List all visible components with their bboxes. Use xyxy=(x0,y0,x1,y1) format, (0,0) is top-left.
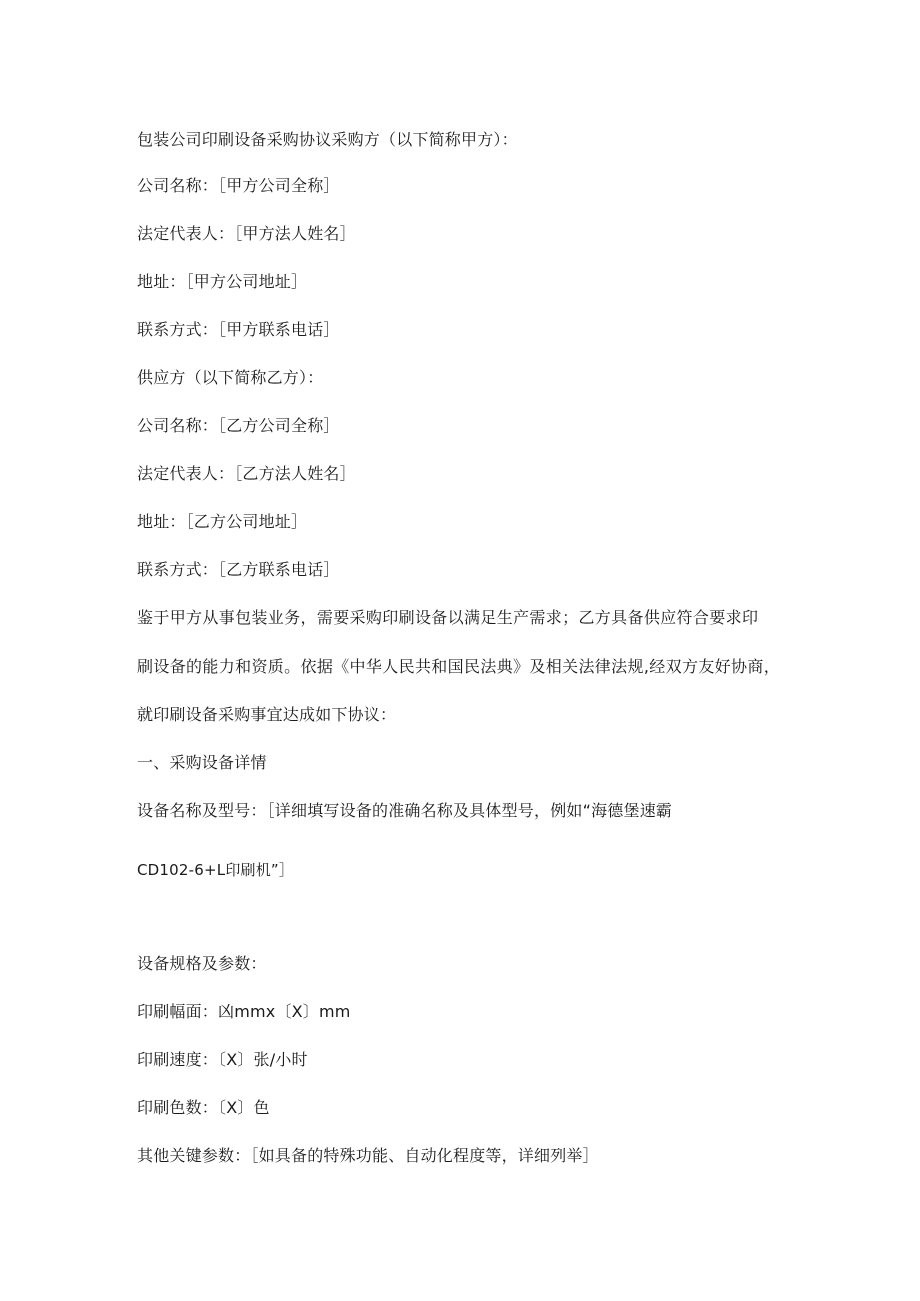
party-a-contact: 联系方式：［甲方联系电话］ xyxy=(137,320,340,339)
party-b-intro: 供应方（以下简称乙方）： xyxy=(137,368,324,387)
party-a-intro: 包装公司印刷设备采购协议采购方（以下简称甲方）： xyxy=(137,130,518,149)
other-params: 其他关键参数：［如具备的特殊功能、自动化程度等，详细列举］ xyxy=(137,1146,599,1165)
preamble-line-1: 鉴于甲方从事包装业务，需要采购印刷设备以满足生产需求；乙方具备供应符合要求印 xyxy=(137,608,759,627)
print-size: 印刷幅面：凶mmx〔X〕mm xyxy=(137,1002,351,1021)
party-b-address: 地址：［乙方公司地址］ xyxy=(137,512,308,531)
party-b-legal-rep: 法定代表人：［乙方法人姓名］ xyxy=(137,464,356,483)
party-b-company-name: 公司名称：［乙方公司全称］ xyxy=(137,416,340,435)
party-a-address: 地址：［甲方公司地址］ xyxy=(137,272,308,291)
preamble-line-2: 刷设备的能力和资质。依据《中华人民共和国民法典》及相关法律法规,经双方友好协商， xyxy=(137,657,781,676)
party-a-company-name: 公司名称：［甲方公司全称］ xyxy=(137,176,340,195)
specs-heading: 设备规格及参数： xyxy=(137,954,267,973)
print-colors: 印刷色数：〔X〕色 xyxy=(137,1098,270,1117)
print-speed: 印刷速度：〔X〕张/小时 xyxy=(137,1050,308,1069)
section-1-heading: 一、采购设备详情 xyxy=(137,753,267,772)
party-a-legal-rep: 法定代表人：［甲方法人姓名］ xyxy=(137,224,356,243)
party-b-contact: 联系方式：［乙方联系电话］ xyxy=(137,560,340,579)
preamble-line-3: 就印刷设备采购事宜达成如下协议： xyxy=(137,705,397,724)
device-name-line-1: 设备名称及型号：［详细填写设备的准确名称及具体型号，例如“海德堡速霸 xyxy=(137,801,673,820)
device-name-line-2: CD102-6+L印刷机”］ xyxy=(137,861,295,879)
